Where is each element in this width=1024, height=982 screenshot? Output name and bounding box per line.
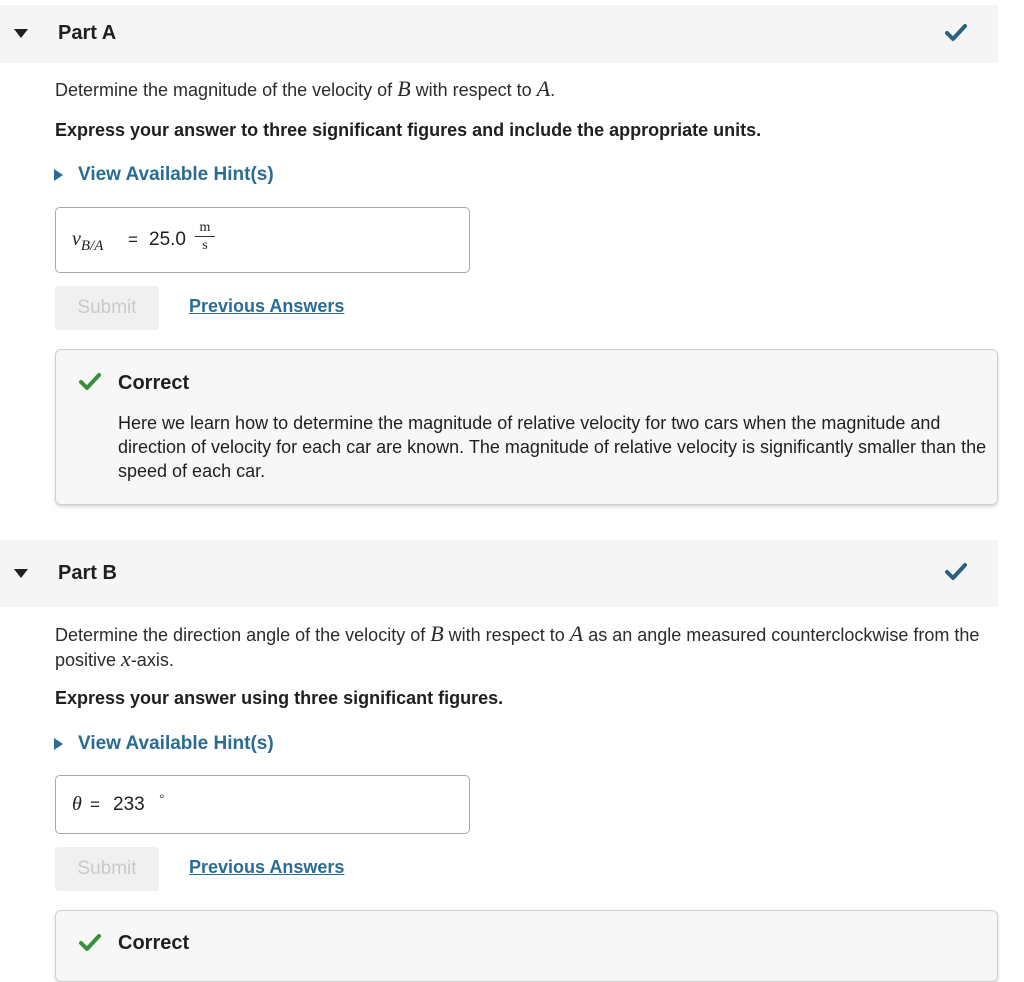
part-a-feedback-panel	[55, 349, 998, 505]
prompt-text: with respect to	[410, 80, 537, 100]
math-var-b: B	[397, 76, 411, 101]
prompt-text: Determine the direction angle of the velocity of	[55, 625, 431, 645]
variable-symbol: v	[72, 228, 81, 250]
prompt-text: .	[550, 80, 556, 100]
hint-label[interactable]: View Available Hint(s)	[78, 164, 274, 185]
feedback-title: Correct	[118, 372, 190, 394]
collapse-caret-icon[interactable]	[14, 569, 28, 578]
answer-value: 25.0	[149, 229, 186, 250]
part-a-instruction: Express your answer to three significant figures and include the appropriate units.	[55, 120, 762, 140]
checkmark-icon	[944, 23, 968, 43]
part-a-answer-field[interactable]	[55, 207, 470, 273]
hint-label[interactable]: View Available Hint(s)	[78, 733, 274, 754]
correct-check-icon	[78, 372, 102, 392]
unit-fraction	[195, 220, 215, 255]
part-b-title: Part B	[58, 562, 117, 584]
equals-sign: =	[90, 795, 100, 814]
math-var-x: x	[121, 646, 131, 671]
prompt-text: -axis.	[130, 650, 174, 670]
part-b-answer-field[interactable]	[55, 775, 470, 834]
part-a-prompt	[55, 77, 555, 102]
expand-caret-icon	[54, 169, 63, 181]
part-a-previous-answers-link[interactable]: Previous Answers	[189, 296, 345, 316]
math-var-a: A	[569, 621, 584, 646]
part-b-feedback-panel	[55, 910, 998, 982]
unit-numerator: m	[195, 220, 215, 237]
answer-variable: θ	[72, 793, 82, 815]
prompt-text: as an angle measured counterclockwise from the positive	[55, 625, 980, 670]
part-a-title: Part A	[58, 22, 117, 44]
correct-check-icon	[78, 933, 102, 953]
checkmark-icon	[944, 562, 968, 582]
degree-symbol: °	[159, 791, 165, 807]
part-b-previous-answers-link[interactable]: Previous Answers	[189, 857, 345, 877]
part-b-submit-button[interactable]: Submit	[55, 847, 159, 891]
part-b-prompt	[55, 622, 1000, 672]
equals-sign: =	[128, 230, 138, 249]
collapse-caret-icon[interactable]	[14, 29, 28, 38]
expand-caret-icon	[54, 738, 63, 750]
feedback-body: Here we learn how to determine the magnitude of relative velocity for two cars when the magnitude and direction of velocity for each car are known. The magnitude of relative velocity is significantly smaller than the speed of each car.	[118, 413, 987, 481]
part-a-header[interactable]	[0, 5, 998, 63]
unit-denominator: s	[202, 238, 208, 253]
part-b-header[interactable]	[0, 540, 998, 607]
part-b-instruction: Express your answer using three significant figures.	[55, 688, 504, 708]
part-a-submit-button[interactable]: Submit	[55, 286, 159, 330]
math-var-a: A	[536, 76, 551, 101]
prompt-text: with respect to	[443, 625, 570, 645]
math-var-b: B	[430, 621, 444, 646]
prompt-text: Determine the magnitude of the velocity of	[55, 80, 398, 100]
variable-subscript: B/A	[80, 238, 104, 254]
answer-value: 233	[113, 794, 145, 815]
feedback-title: Correct	[118, 932, 190, 954]
answer-variable	[72, 228, 104, 254]
